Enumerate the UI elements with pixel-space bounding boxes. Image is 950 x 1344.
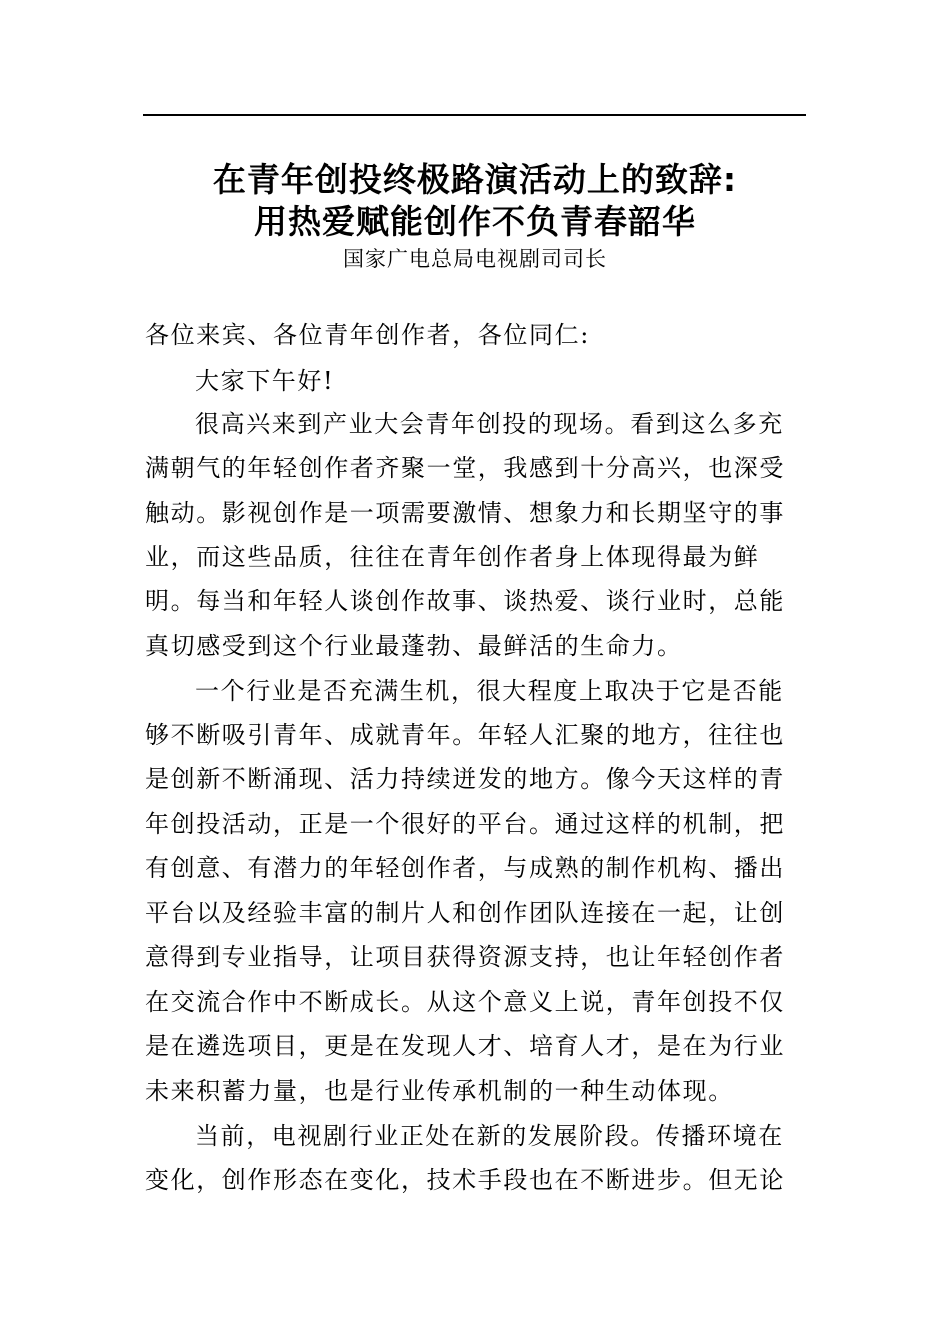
title-line-1: 在青年创投终极路演活动上的致辞:	[212, 160, 738, 199]
text-line: 很高兴来到产业大会青年创投的现场。看到这么多充	[195, 410, 784, 438]
greeting: 大家下午好!	[195, 367, 335, 395]
text-line: 未来积蓄力量，也是行业传承机制的一种生动体现。	[145, 1077, 734, 1105]
text-line: 一个行业是否充满生机，很大程度上取决于它是否能	[195, 677, 784, 705]
text-line: 年创投活动，正是一个很好的平台。通过这样的机制，把	[145, 810, 785, 838]
text-line: 明。每当和年轻人谈创作故事、谈热爱、谈行业时，总能	[145, 587, 785, 615]
text-line: 是在遴选项目，更是在发现人才、培育人才，是在为行业	[145, 1032, 785, 1060]
text-line: 真切感受到这个行业最蓬勃、最鲜活的生命力。	[145, 632, 683, 660]
text-line: 业，而这些品质，往往在青年创作者身上体现得最为鲜	[145, 543, 760, 571]
byline: 国家广电总局电视剧司司长	[343, 247, 607, 271]
text-line: 有创意、有潜力的年轻创作者，与成熟的制作机构、播出	[145, 854, 785, 882]
text-line: 满朝气的年轻创作者齐聚一堂，我感到十分高兴，也深受	[145, 454, 785, 482]
text-line: 当前，电视剧行业正处在新的发展阶段。传播环境在	[195, 1122, 784, 1150]
text-line: 平台以及经验丰富的制片人和创作团队连接在一起，让创	[145, 899, 785, 927]
text-line: 是创新不断涌现、活力持续迸发的地方。像今天这样的青	[145, 765, 785, 793]
text-line: 够不断吸引青年、成就青年。年轻人汇聚的地方，往往也	[145, 721, 785, 749]
text-line: 触动。影视创作是一项需要激情、想象力和长期坚守的事	[145, 499, 785, 527]
salutation: 各位来宾、各位青年创作者，各位同仁:	[145, 321, 590, 349]
text-line: 变化，创作形态在变化，技术手段也在不断进步。但无论	[145, 1166, 785, 1194]
text-line: 意得到专业指导，让项目获得资源支持，也让年轻创作者	[145, 943, 785, 971]
header-rule	[143, 114, 806, 116]
text-line: 在交流合作中不断成长。从这个意义上说，青年创投不仅	[145, 988, 785, 1016]
title-line-2: 用热爱赋能创作不负青春韶华	[254, 202, 696, 241]
